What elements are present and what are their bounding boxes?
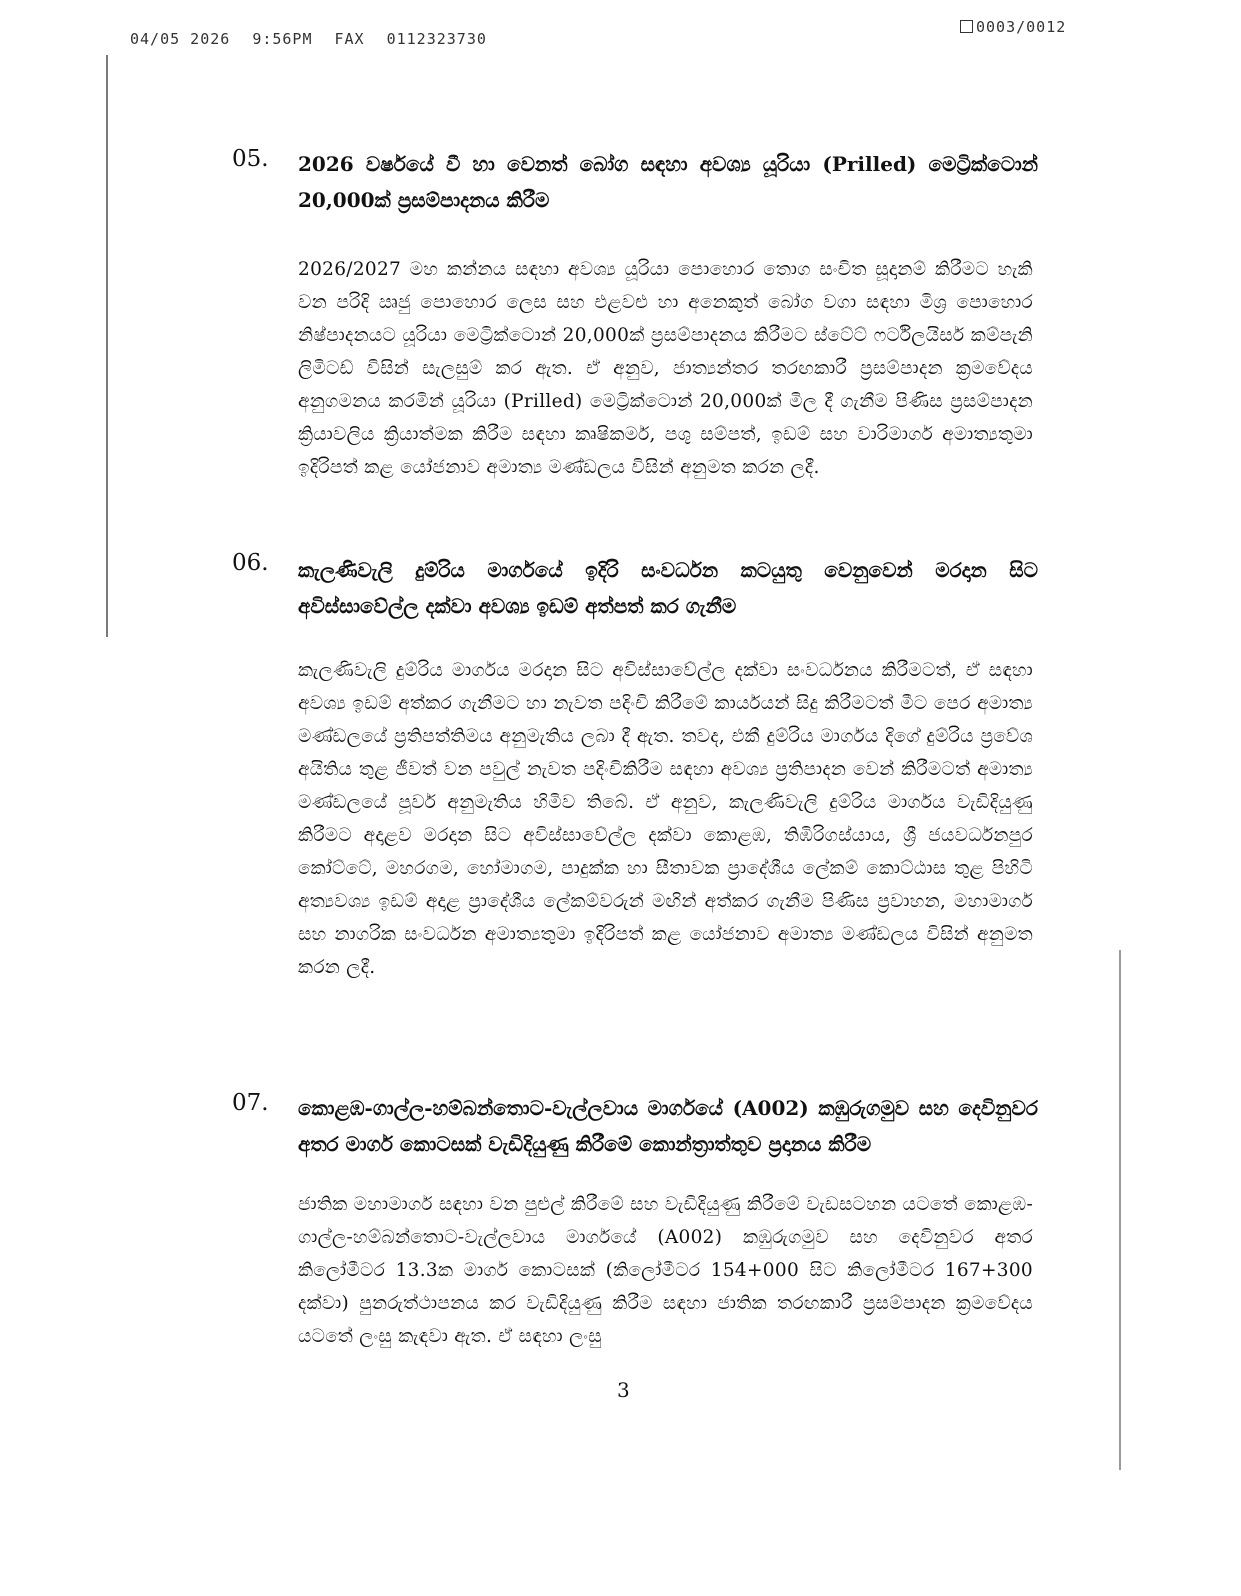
section-number: 07. xyxy=(232,1090,269,1116)
fax-date: 04/05 2026 xyxy=(130,30,231,48)
page-reference xyxy=(960,18,1066,36)
section-title: කොළඹ-ගාල්ල-හම්බන්තොට-වැල්ලවාය මාර්ගයේ (A002) කඹුරුගමුව සහ දෙවිනුවර අතර මාර්ග කොටසක් වැඩිදියුණු කිරීමේ කොන්ත්‍රාත්තුව ප්‍රදානය කිරීම xyxy=(298,1096,1038,1156)
section-body: ජාතික මහාමාර්ග සඳහා වන පුළුල් කිරීමේ සහ වැඩිදියුණු කිරීමේ වැඩසටහන යටතේ කොළඹ-ගාල්ල-හම්බන්තොට-වැල්ලවාය මාර්ගයේ (A002) කඹුරුගමුව සහ දෙවිනුවර අතර කිලෝමීටර 13.3ක මාර්ග කොටසක් (කිලෝමීටර 154+000 සිට කිලෝමීටර 167+300 දක්වා) පුනරුත්ථාපනය කර වැඩිදියුණු කිරීම සඳහා ජාතික තරඟකාරී ප්‍රසම්පාදන ක්‍රමවේදය යටතේ ලංසු කැඳවා ඇත. ඒ සඳහා ලංසු xyxy=(298,1194,1033,1347)
section-body: කැලණිවැලි දුම්රිය මාර්ගය මරදාන සිට අවිස්සාවේල්ල දක්වා සංවර්ධනය කිරීමටත්, ඒ සඳහා අවශ්‍ය ඉඩම් අත්කර ගැනීමට හා නැවත පදිංචි කිරීමේ කාර්යයන් සිදු කිරීමටත් මීට පෙර අමාත්‍ය මණ්ඩලයේ ප්‍රතිපත්තිමය අනුමැතිය ලබා දී ඇත. තවද, එකී දුම්රිය මාර්ගය දිගේ දුම්රිය ප්‍රවේශ අයිතිය තුළ ජීවත් වන පවුල් නැවත පදිංචිකිරීම සඳහා අවශ්‍ය ප්‍රතිපාදන වෙන් කිරීමටත් අමාත්‍ය මණ්ඩලයේ පූර්ව අනුමැතිය හිමිව තිබේ. ඒ අනුව, කැලණිවැලි දුම්රිය මාර්ගය වැඩිදියුණු කිරීමට අදාළව මරදාන සිට අවිස්සාවේල්ල දක්වා කොළඹ, තිඹිරිගස්යාය, ශ්‍රී ජයවර්ධනපුර කෝට්ටේ, මහරගම, හෝමාගම, පාදුක්ක හා සීතාවක ප්‍රාදේශීය ලේකම් කොට්ඨාස තුළ පිහිටි අත්‍යවශ්‍ය ඉඩම් අදාළ ප්‍රාදේශීය ලේකම්වරුන් මඟින් අත්කර ගැනීම පිණිස ප්‍රවාහන, මහාමාර්ග සහ නාගරික සංවර්ධන අමාත්‍යතුමා ඉදිරිපත් කළ යෝජනාව අමාත්‍ය මණ්ඩලය විසින් අනුමත කරන ලදී. xyxy=(298,660,1033,978)
page-number: 3 xyxy=(617,1378,630,1402)
page-reference-value: 0003/0012 xyxy=(976,18,1067,36)
section-number: 06. xyxy=(232,550,269,576)
fax-header xyxy=(130,30,509,48)
fax-label: FAX xyxy=(334,30,365,48)
scan-edge-line-left xyxy=(106,55,108,637)
section-number: 05. xyxy=(232,146,269,172)
section-title: කැලණිවැලි දුම්රිය මාර්ගයේ ඉදිරි සංවර්ධන කටයුතු වෙනුවෙන් මරදාන සිට අවිස්සාවේල්ල දක්වා අවශ්‍ය ඉඩම් අත්පත් කර ගැනීම xyxy=(298,558,1038,618)
section-title: 2026 වර්ෂයේ වී හා වෙනත් බෝග සඳහා අවශ්‍ය යූරියා (Prilled) මෙට්‍රික්ටොන් 20,000ක් ප්‍රසම්පාදනය කිරීම xyxy=(298,152,1038,212)
fax-number: 0112323730 xyxy=(386,30,487,48)
scan-edge-line-right xyxy=(1119,950,1121,1470)
checkbox-icon xyxy=(960,20,973,33)
fax-time: 9:56PM xyxy=(252,30,313,48)
section-body: 2026/2027 මහ කන්නය සඳහා අවශ්‍ය යූරියා පොහොර තොග සංචිත සූදානම් කිරීමට හැකි වන පරිදි ඍජු පොහොර ලෙස සහ එළවළු හා අනෙකුත් බෝග වගා සඳහා මිශ්‍ර පොහොර නිෂ්පාදනයට යූරියා මෙට්‍රික්ටොන් 20,000ක් ප්‍රසම්පාදනය කිරීමට ස්ටේට් ෆර්ටිලයිසර් කම්පැනි ලිමිටඩ් විසින් සැලසුම් කර ඇත. ඒ අනුව, ජාත්‍යන්තර තරඟකාරී ප්‍රසම්පාදන ක්‍රමවේදය අනුගමනය කරමින් යූරියා (Prilled) මෙට්‍රික්ටොන් 20,000ක් මිල දී ගැනීම පිණිස ප්‍රසම්පාදන ක්‍රියාවලිය ක්‍රියාත්මක කිරීම සඳහා කෘෂිකර්ම, පශු සම්පත්, ඉඩම් සහ වාරිමාර්ග අමාත්‍යතුමා ඉදිරිපත් කළ යෝජනාව අමාත්‍ය මණ්ඩලය විසින් අනුමත කරන ලදී. xyxy=(298,259,1033,478)
